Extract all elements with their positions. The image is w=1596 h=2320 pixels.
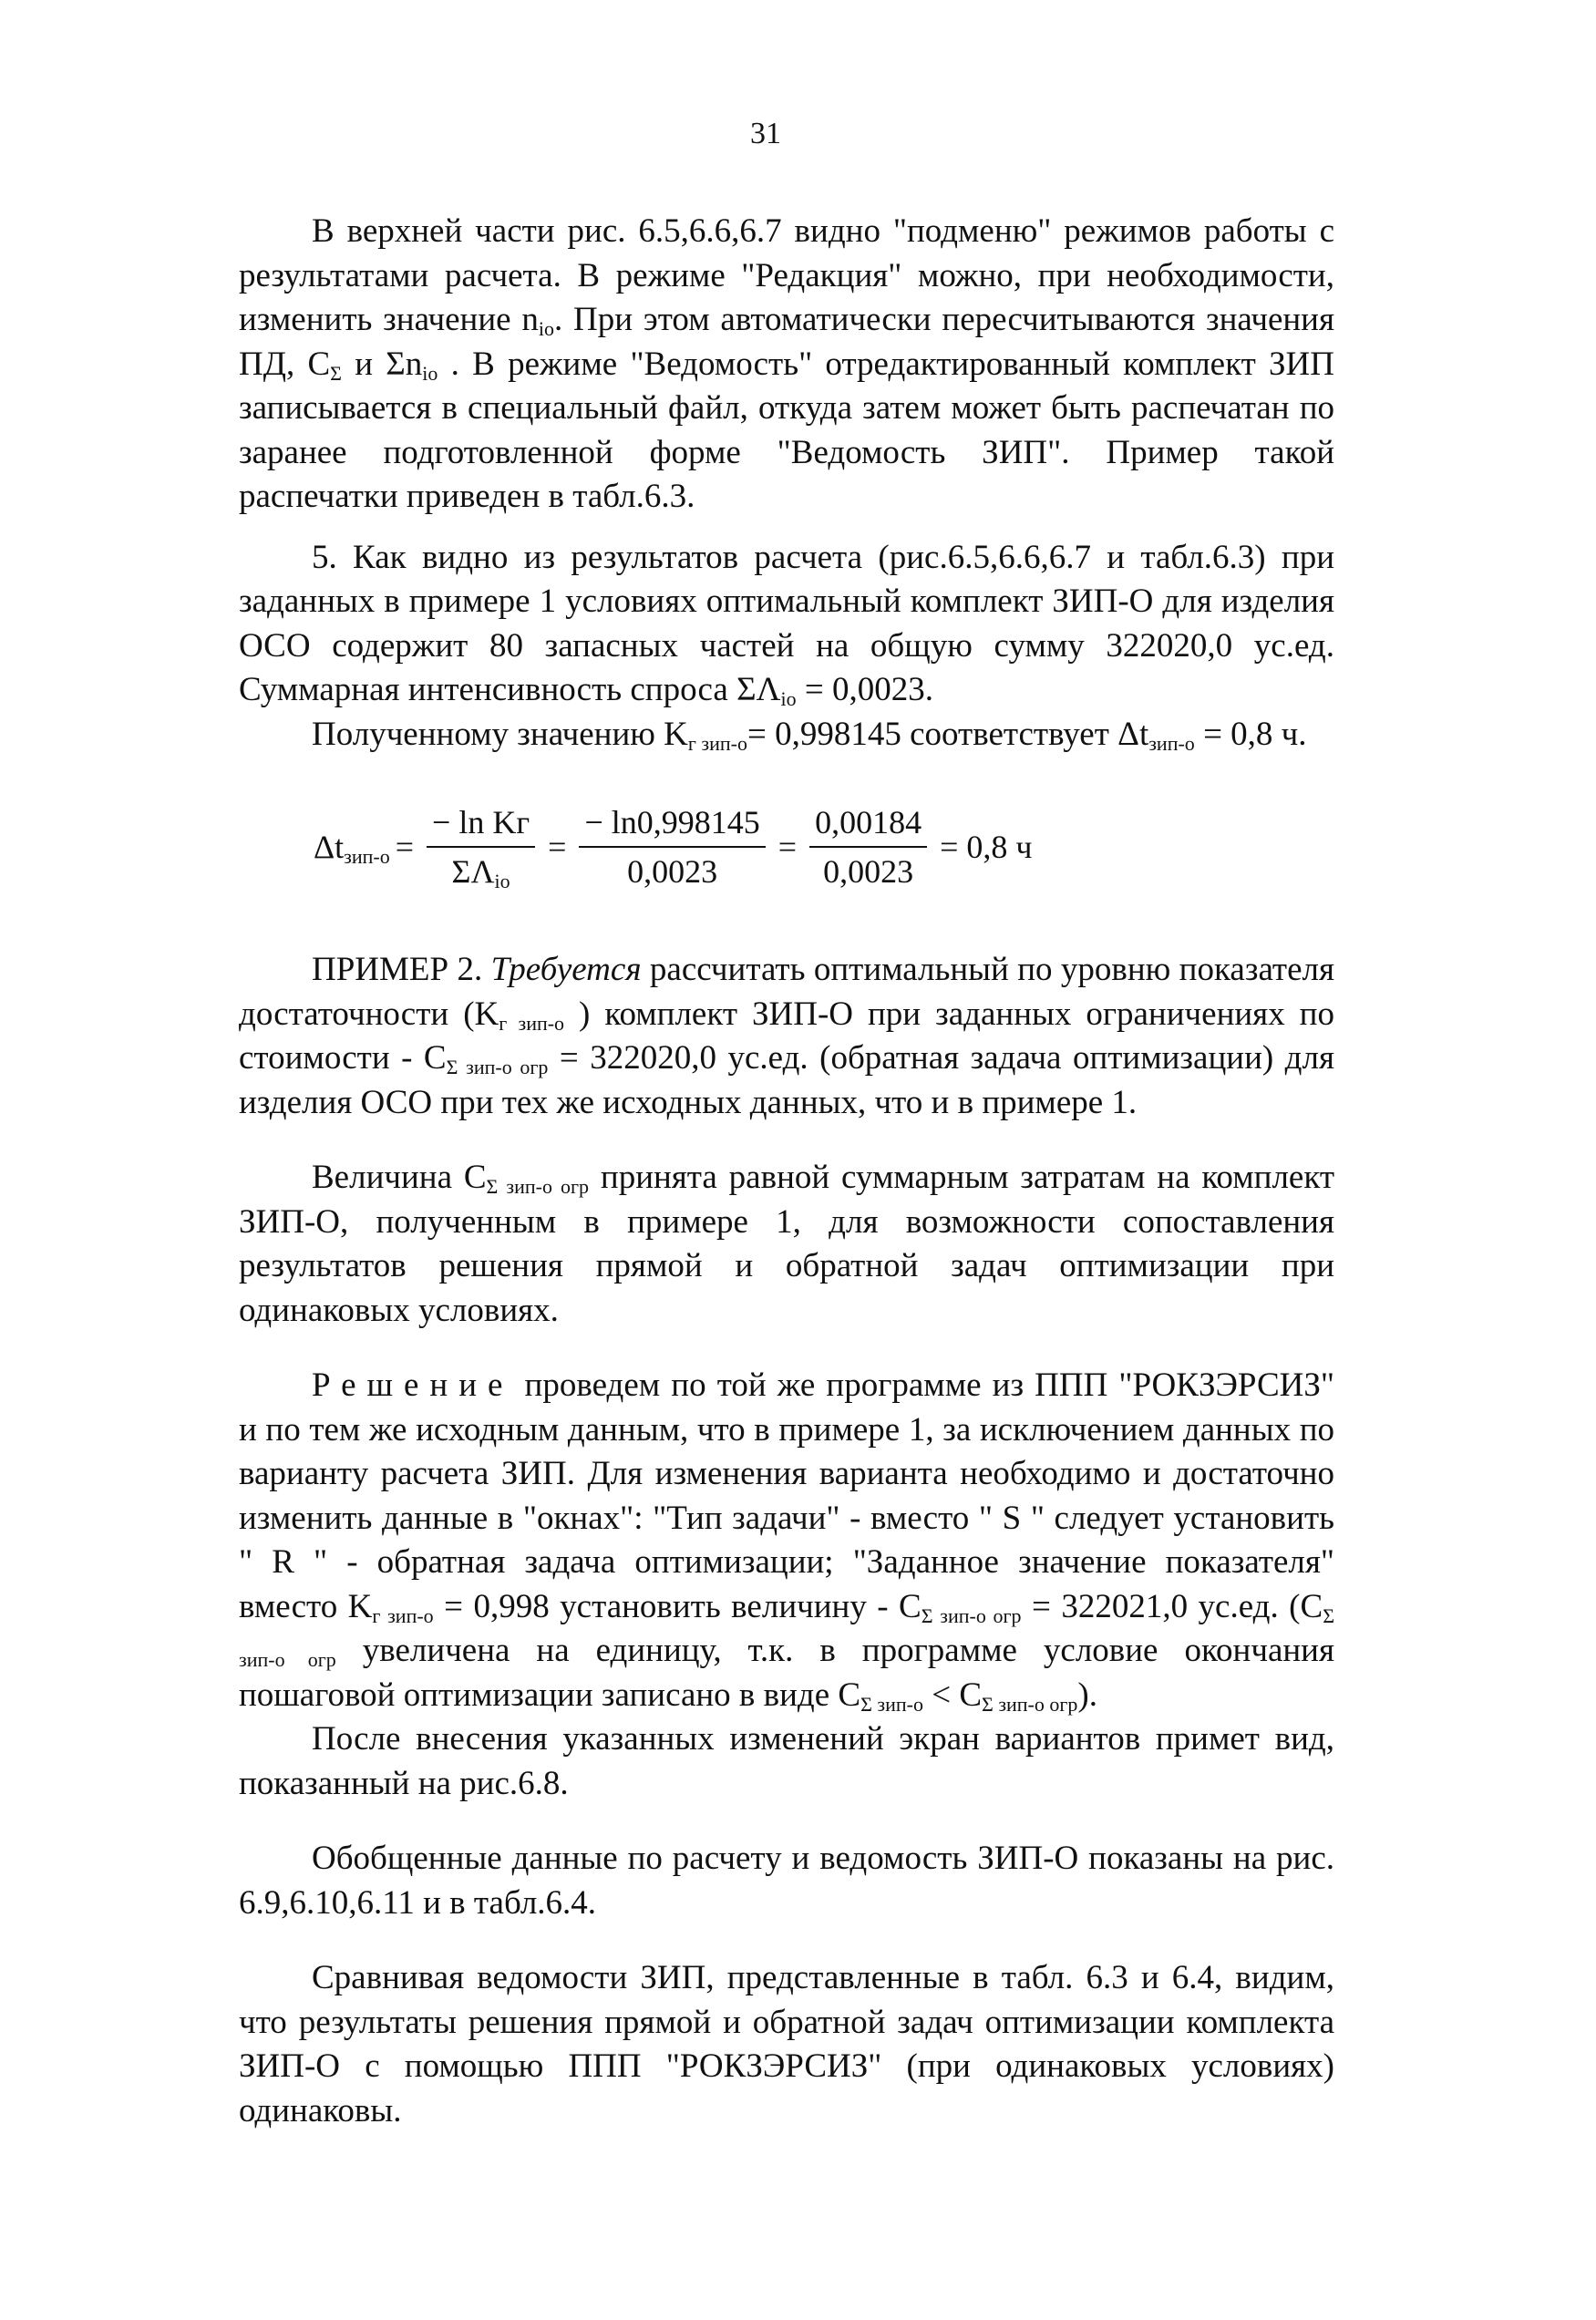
formula-equals-2: = [548,828,567,865]
page-content [239,210,1334,2133]
formula-fraction-1: $\frac{\text{− ln Kг}}{\Sigma\Lambda_{io}}$ [427,802,535,892]
paragraph-submenu: В верхней части рис. 6.5,6.6,6.7 видно "подменю" режимов работы с результатами расчета. В режиме "Редакция" можно, при необходимости, изменить значение $n_{io}$. При этом автоматически пересчитываются значения ПД, $C_\Sigma$ и $\Sigma n_{io}$ . В режиме "Ведомость" отредактированный комплект ЗИП записывается в специальный файл, откуда затем может быть распечатан по заранее подготовленной форме "Ведомость ЗИП". Пример такой распечатки приведен в табл.6.3. [239,212,1334,515]
paragraph-result-5: 5. Как видно из результатов расчета (рис.6.5,6.6,6.7 и табл.6.3) при заданных в примере 1 условиях оптимальный комплект ЗИП-О для изделия ОСО содержит 80 запасных частей на общую сумму 322020,0 ус.ед. Суммарная интенсивность спроса $\Sigma\Lambda_{io} = 0,0023$. [239,538,1334,710]
paragraph-comparison: Сравнивая ведомости ЗИП, представленные в табл. 6.3 и 6.4, видим, что результаты решения прямой и обратной задач оптимизации комплекта ЗИП-О с помощью ППП "РОКЗЭРСИЗ" (при одинаковых условиях) одинаковы. [239,1959,1334,2129]
paragraph-after-changes: После внесения указанных изменений экран вариантов примет вид, показанный на рис.6.8. [239,1720,1334,1802]
delta-t-formula [314,797,1334,897]
formula-fraction-3: $\frac{0,00184}{0,0023}$ [809,802,927,892]
formula-result: = 0,8 ч [940,828,1033,865]
formula-lhs: $\Delta t_{зип-о}$ [314,828,390,868]
page-number: 31 [750,117,781,150]
paragraph-cost-limit: Величина $C_{\Sigma зип-о огр}$ принята равной суммарным затратам на комплект ЗИП-О, полученным в примере 1, для возможности сопоставления результатов решения прямой и обратной задач оптимизации при одинаковых условиях. [239,1159,1334,1329]
paragraph-solution: Решение проведем по той же программе из ППП "РОКЗЭРСИЗ" и по тем же исходным данным, что в примере 1, за исключением данных по варианту расчета ЗИП. Для изменения варианта необходимо и достаточно изменить данные в "окнах": "Тип задачи" - вместо " S " следует установить " R " - обратная задача оптимизации; "Заданное значение показателя" вместо $K_{г зип-о} = 0,998$ установить величину - $C_{\Sigma зип-о огр} = 322021,0$ ус.ед. ($C_{\Sigma зип-о огр}$ увеличена на единицу, т.к. в программе условие окончания пошаговой оптимизации записано в виде $C_{\Sigma зип-о} < C_{\Sigma зип-о огр}$). [239,1366,1334,1716]
paragraph-kg-value: Полученному значению $K_{г зип-о}= 0,998145$ соответствует $\Delta t_{зип-о} = 0,8$ ч. [312,715,1307,755]
formula-equals-3: = [777,828,798,865]
paragraph-example-2: ПРИМЕР 2. Требуется рассчитать оптимальный по уровню показателя достаточности ($K_{г зип-о}$ ) комплект ЗИП-О при заданных ограничениях по стоимости - $C_{\Sigma зип-о огр} = 322020,0$ ус.ед. (обратная задача оптимизации) для изделия ОСО при тех же исходных данных, что и в примере 1. [239,951,1334,1121]
formula-fraction-2: $\frac{- \ln 0,998145}{0,0023}$ [579,802,765,892]
formula-equals-1: = [395,828,415,865]
paragraph-summary-data: Обобщенные данные по расчету и ведомость ЗИП-О показаны на рис. 6.9,6.10,6.11 и в табл.6.4. [239,1840,1334,1922]
